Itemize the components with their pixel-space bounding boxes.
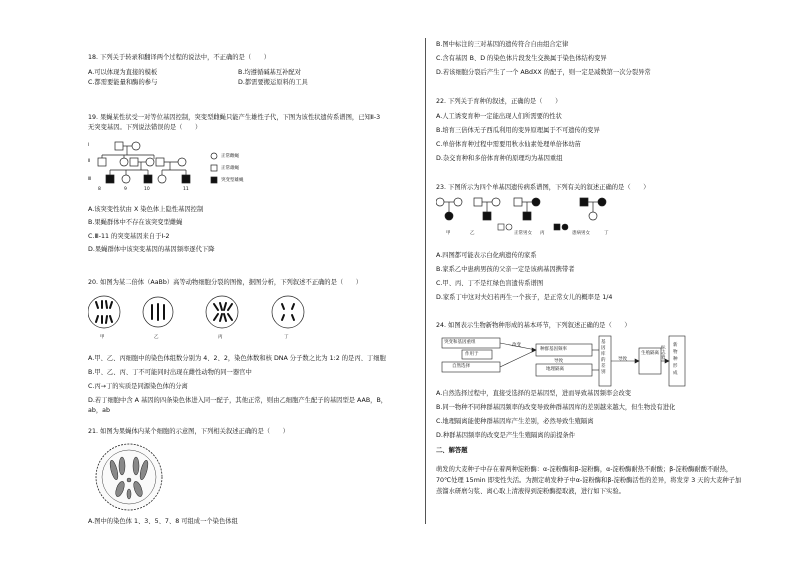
q22-option-d: D.杂交育种和多倍体育种的原理均为基因重组 (436, 155, 563, 162)
pedigree-number: 11 (183, 187, 189, 192)
pedigree-female-normal (146, 158, 154, 166)
cell-ding (272, 296, 304, 328)
legend-mutant-label: 突变型雄蝇 (221, 178, 244, 183)
pedigree-female-normal (132, 142, 140, 150)
pedigree-label-yi: 乙 (470, 231, 475, 236)
q18-option-c: C.都需要能量和酶的参与 (88, 79, 158, 86)
pedigree-label-bing: 丙 (540, 231, 545, 236)
box-gene-frequency: 种群基因频率 (540, 347, 567, 352)
pedigree-number: 8 (98, 187, 101, 192)
pedigree-male-normal (98, 158, 106, 166)
pedigree-label-ding: 丁 (604, 231, 609, 236)
pedigree-number: 10 (144, 187, 150, 192)
box-mutation-recombination: 突变和基因重组 (444, 340, 476, 345)
q18-stem: 18. 下列关于转录和翻译两个过程的说法中，不正确的是（ ） (88, 54, 271, 61)
q25-line3: 蒸馏水研磨匀浆、离心取上清液得到淀粉酶提取液，进行如下实验。 (436, 488, 625, 495)
q21-option-d: D.若该细胞分裂后产生了一个 ABdXX 的配子，则一定是减数第一次分裂异常 (436, 69, 651, 76)
cell-label-ding: 丁 (284, 335, 289, 340)
q20-option-c: C.丙→丁的实质是同源染色体的分离 (88, 383, 188, 390)
legend-male-label: 正常雄蝇 (221, 166, 239, 171)
cell-jia (88, 296, 120, 328)
q21-option-c: C.含有基因 B、D 的染色体片段发生交换属于染色体结构变异 (436, 55, 607, 62)
cell-label-jia: 甲 (100, 335, 105, 340)
cell-bing (206, 296, 238, 328)
legend-sick-label: 患病男女 (572, 231, 590, 236)
pedigree-female-normal (178, 158, 186, 166)
pedigree-label-jia: 甲 (446, 231, 451, 236)
q21-cell-figure (94, 442, 164, 512)
q19-option-b: B.果蝇群体中不存在该突变型雌蝇 (88, 219, 183, 226)
q19-stem-line2: 无突变基因。下列说法错误的是（ ） (88, 124, 202, 131)
pedigree-male-mutant (106, 175, 114, 183)
q25-line2: 70℃处理 15min 即变性失活。为测定萌发种子中α-淀粉酶和β-淀粉酶活性的差异，将发芽 3 天的大麦种子加 (436, 477, 742, 484)
q24-option-d: D.种群基因频率的改变是产生生殖隔离的前提条件 (436, 432, 576, 439)
pedigree-male-normal (130, 158, 138, 166)
column-divider (425, 38, 426, 524)
legend-normal-label: 正常男女 (514, 231, 532, 236)
q22-option-a: A.人工诱变育种一定能出现人们所需要的性状 (436, 113, 562, 120)
cell-label-yi: 乙 (154, 335, 159, 340)
q20-option-b: B.甲、乙、丙、丁不可能同时出现在雌性动物的同一器官中 (88, 369, 252, 376)
q20-cell-division-figure (88, 292, 328, 342)
pedigree-female-normal (122, 175, 130, 183)
q23-option-c: C.甲、丙、丁不是红绿色盲遗传系谱图 (436, 280, 544, 287)
arrow-leads-label: 导致 (554, 359, 563, 364)
q20-option-d-line1: D.若丁细胞中含 A 基因的四条染色体进入同一配子，其他正常，则由乙细胞产生配子的基因型是 AAB，B， (88, 397, 388, 404)
arrow-marks-label: 标志着 (661, 346, 666, 361)
q20-stem: 20. 如图为某二倍体（AaBb）高等动物细胞分裂的图像，据图分析，下列叙述不正确的是（ ） (88, 279, 363, 286)
pedigree-male-normal (156, 158, 164, 166)
q24-stem: 24. 如图表示生物新物种形成的基本环节，下列叙述正确的是（ ） (436, 322, 631, 329)
box-natural-selection: 自然选择 (452, 364, 470, 369)
left-column (88, 0, 438, 562)
q23-pedigrees-figure (436, 196, 636, 242)
q23-option-a: A.四图都可能表示白化病遗传的家系 (436, 252, 537, 259)
pedigree-female-normal (158, 175, 166, 183)
legend-female-label: 正常雌蝇 (221, 154, 239, 159)
generation-i-label: Ⅰ (88, 143, 90, 148)
q25-line1: 萌发的大麦种子中存在着两种淀粉酶：α-淀粉酶和β-淀粉酶，α-淀粉酶耐热不耐酸；β-淀粉酶耐酸不耐热， (436, 466, 733, 473)
section-title: 二、解答题 (436, 447, 468, 454)
q18-option-b: B.均遵循碱基互补配对 (238, 69, 301, 76)
generation-iii-label: Ⅲ (88, 177, 92, 182)
four-pedigrees-svg (436, 196, 636, 232)
q19-pedigree-figure (88, 138, 288, 198)
legend-mutant-symbol (211, 177, 217, 183)
box-gene-pool-difference: 基因库的差别 (601, 340, 606, 375)
right-column (436, 0, 786, 562)
q23-option-b: B.家系乙中患病男孩的父亲一定是该病基因携带者 (436, 266, 575, 273)
pedigree-female-normal (120, 158, 128, 166)
q22-option-b: B.培育三倍体无子西瓜利用的变异原理属于不可遗传的变异 (436, 127, 600, 134)
arrow-change-label: 改变 (512, 343, 521, 348)
q22-stem: 22. 下列关于育种的叙述，正确的是（ ） (436, 98, 562, 105)
q21-option-b: B.图中标注的三对基因的遗传符合自由组合定律 (436, 41, 569, 48)
q19-option-c: C.Ⅲ-11 的突变基因来自于Ⅰ-2 (88, 233, 170, 240)
q20-option-d-line2: ab，ab (88, 407, 111, 414)
box-reproductive-isolation: 生殖隔离 (641, 351, 659, 356)
q23-option-d: D.家系丁中这对夫妇若再生一个孩子，是正常女儿的概率是 1/4 (436, 294, 613, 301)
q19-option-a: A.该突变性状由 X 染色体上隐性基因控制 (88, 206, 204, 213)
q18-option-d: D.都需要搬运原料的工具 (238, 79, 308, 86)
cells-svg (88, 292, 328, 336)
arrow-leads-label-2: 导致 (618, 357, 627, 362)
generation-ii-label: Ⅱ (88, 159, 91, 164)
q21-option-a: A.图中的染色体 1、3、5、7、8 可组成一个染色体组 (88, 518, 238, 525)
pedigree-number: 9 (124, 187, 127, 192)
q22-option-c: C.单倍体育种过程中需要用秋水仙素处理单倍体幼苗 (436, 141, 581, 148)
q18-option-a: A.可以体现为直接的模板 (88, 69, 158, 76)
q24-option-b: B.同一物种不同种群基因频率的改变导致种群基因库的差别越来越大，但生物没有进化 (436, 404, 676, 411)
legend-male-symbol (211, 165, 217, 171)
pedigree-male-mutant (144, 175, 152, 183)
q24-speciation-diagram (440, 334, 690, 390)
pedigree-male-mutant (182, 175, 190, 183)
box-new-species: 新物种形成 (673, 343, 678, 376)
box-geographic-isolation: 地理隔离 (546, 367, 564, 372)
speciation-svg (440, 334, 690, 390)
q23-stem: 23. 下图所示为四个单基因遗传病系谱图，下列有关的叙述正确的是（ ） (436, 184, 650, 191)
legend-female-symbol (211, 153, 217, 159)
q19-option-d: D.果蝇群体中该突变基因的基因频率逐代下降 (88, 246, 215, 253)
q20-option-a: A.甲、乙、丙细胞中的染色体组数分别为 4、2、2，染色体数和核 DNA 分子数之比为 1:2 的是丙、丁细胞 (88, 355, 386, 362)
q21-stem: 21. 如图为果蝇体内某个细胞的示意图，下列相关叙述正确的是（ ） (88, 428, 289, 435)
fly-cell-svg (94, 442, 164, 512)
box-acts-on: 作用于 (465, 352, 479, 357)
q24-option-a: A.自然选择过程中，直接受选择的是基因型，进而导致基因频率会改变 (436, 390, 632, 397)
pedigree-male-normal (115, 142, 123, 150)
cell-label-bing: 丙 (218, 335, 223, 340)
q24-option-c: C.地理隔离能使种群基因库产生差别，必然导致生殖隔离 (436, 418, 594, 425)
q19-stem-line1: 19. 果蝇某性状受一对等位基因控制，突变型雌蝇只能产生雄性子代，下图为该性状遗传系谱图，已知Ⅱ-3 (88, 114, 381, 121)
